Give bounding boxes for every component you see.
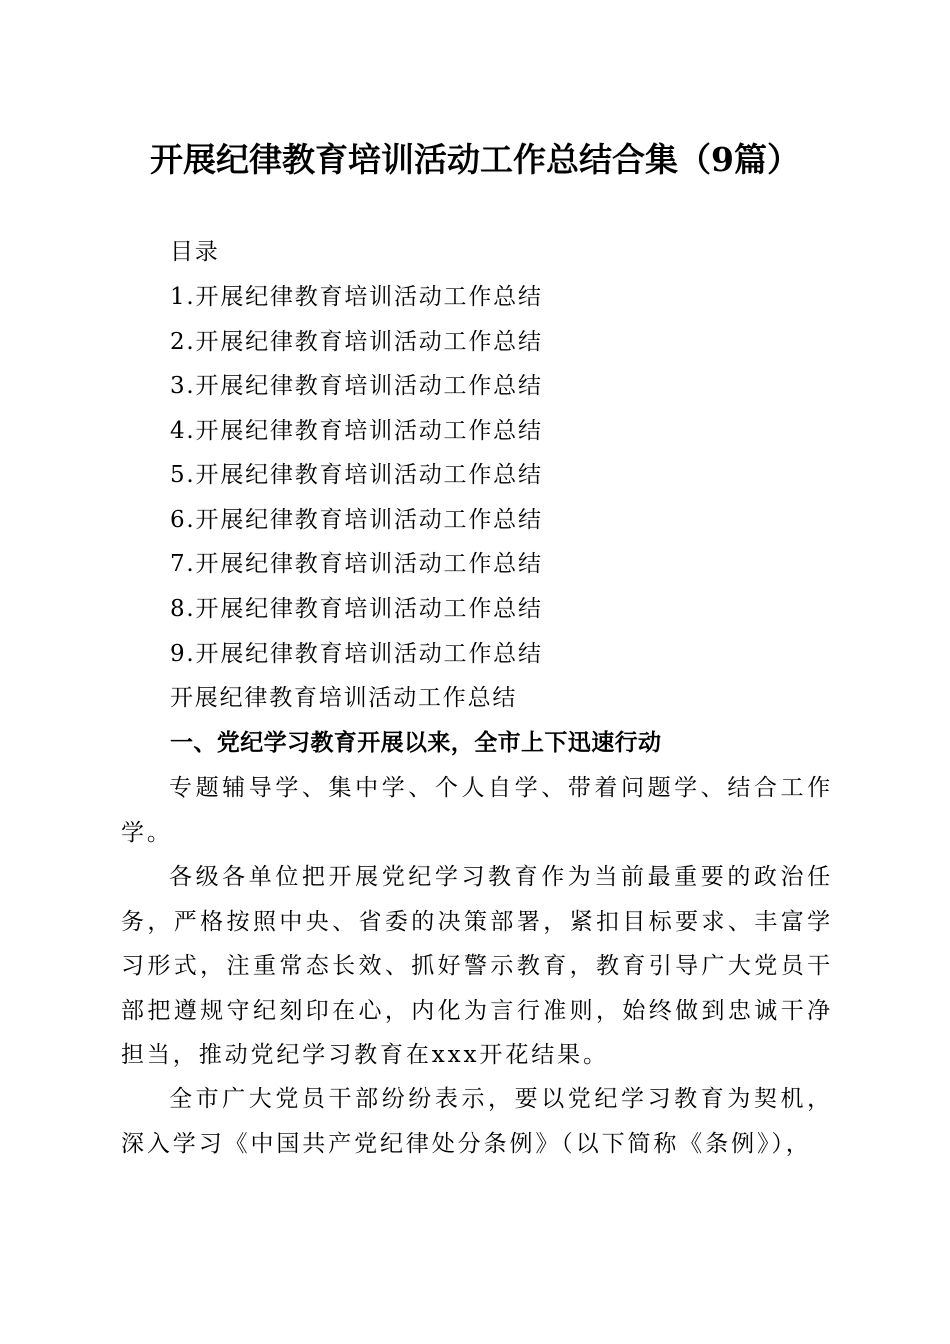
document-title: 开展纪律教育培训活动工作总结合集（9篇） xyxy=(150,140,800,179)
section-heading: 一、党纪学习教育开展以来，全市上下迅速行动 xyxy=(170,730,662,756)
toc-item: 6.开展纪律教育培训活动工作总结 xyxy=(170,507,543,533)
body-paragraph: 各级各单位把开展党纪学习教育作为当前最重要的政治任务，严格按照中央、省委的决策部署，紧扣目标要求、丰富学习形式，注重常态长效、抓好警示教育，教育引导广大党员干部把遵规守纪刻印在心，内化为言行准则，始终做到忠诚干净担当，推动党纪学习教育在xxx开花结果。 xyxy=(121,864,833,1068)
toc-item: 2.开展纪律教育培训活动工作总结 xyxy=(170,329,543,355)
toc-item: 9.开展纪律教育培训活动工作总结 xyxy=(170,641,543,667)
body-paragraph: 专题辅导学、集中学、个人自学、带着问题学、结合工作学。 xyxy=(121,775,833,846)
toc-item: 7.开展纪律教育培训活动工作总结 xyxy=(170,551,543,577)
toc-item: 3.开展纪律教育培训活动工作总结 xyxy=(170,373,543,399)
body-paragraph: 全市广大党员干部纷纷表示，要以党纪学习教育为契机，深入学习《中国共产党纪律处分条例》（以下简称《条例》）， xyxy=(121,1086,833,1157)
toc-item: 1.开展纪律教育培训活动工作总结 xyxy=(170,284,543,310)
toc-item: 8.开展纪律教育培训活动工作总结 xyxy=(170,596,543,622)
toc-item: 5.开展纪律教育培训活动工作总结 xyxy=(170,462,543,488)
section-subtitle: 开展纪律教育培训活动工作总结 xyxy=(170,685,518,711)
toc-label: 目录 xyxy=(170,239,220,265)
toc-item: 4.开展纪律教育培训活动工作总结 xyxy=(170,418,543,444)
